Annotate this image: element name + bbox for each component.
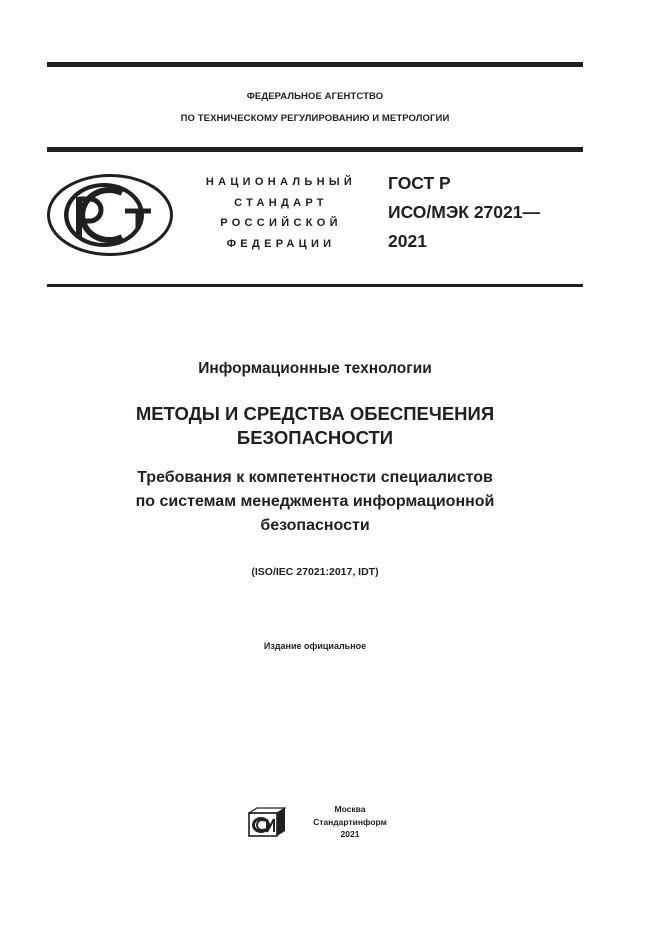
title-sub-line-2: по системам менеджмента информационной	[135, 493, 495, 510]
standartinform-logo-icon	[248, 807, 286, 837]
middle-rule	[47, 147, 583, 152]
publisher-name: Стандартинформ	[313, 816, 387, 827]
agency-name-line-1: ФЕДЕРАЛЬНОЕ АГЕНТСТВО	[246, 91, 384, 102]
title-main-line-2: БЕЗОПАСНОСТИ	[236, 427, 394, 448]
designation-line-2: ИСО/МЭК 27021—	[388, 202, 540, 222]
top-rule	[47, 62, 583, 67]
title-field: Информационные технологии	[198, 360, 432, 377]
edition-note: Издание официальное	[263, 641, 367, 651]
publisher-year: 2021	[340, 829, 360, 839]
title-sub-line-1: Требования к компетентности специалистов	[137, 469, 493, 486]
rosstandart-pct-logo-icon	[46, 173, 174, 257]
designation-line-1: ГОСТ Р	[388, 173, 451, 193]
publisher-city: Москва	[334, 804, 366, 814]
standard-type-line-3: РОССИЙСКОЙ	[220, 217, 342, 229]
iso-reference: (ISO/IEC 27021:2017, IDT)	[251, 566, 379, 578]
standard-type-line-2: СТАНДАРТ	[234, 196, 328, 209]
standard-type-line-1: НАЦИОНАЛЬНЫЙ	[205, 176, 357, 188]
standard-type-line-4: ФЕДЕРАЦИИ	[226, 237, 336, 250]
title-sub-line-3: безопасности	[260, 517, 370, 534]
agency-name-line-2: ПО ТЕХНИЧЕСКОМУ РЕГУЛИРОВАНИЮ И МЕТРОЛОГИИ	[180, 113, 450, 124]
standard-type	[190, 172, 372, 254]
title-main	[47, 402, 583, 450]
title-sub	[47, 466, 583, 538]
title-main-line-1: МЕТОДЫ И СРЕДСТВА ОБЕСПЕЧЕНИЯ	[135, 403, 495, 424]
designation-line-3: 2021	[388, 231, 427, 251]
standard-designation	[388, 169, 540, 256]
bottom-rule	[47, 284, 583, 287]
publisher-info	[310, 803, 390, 841]
